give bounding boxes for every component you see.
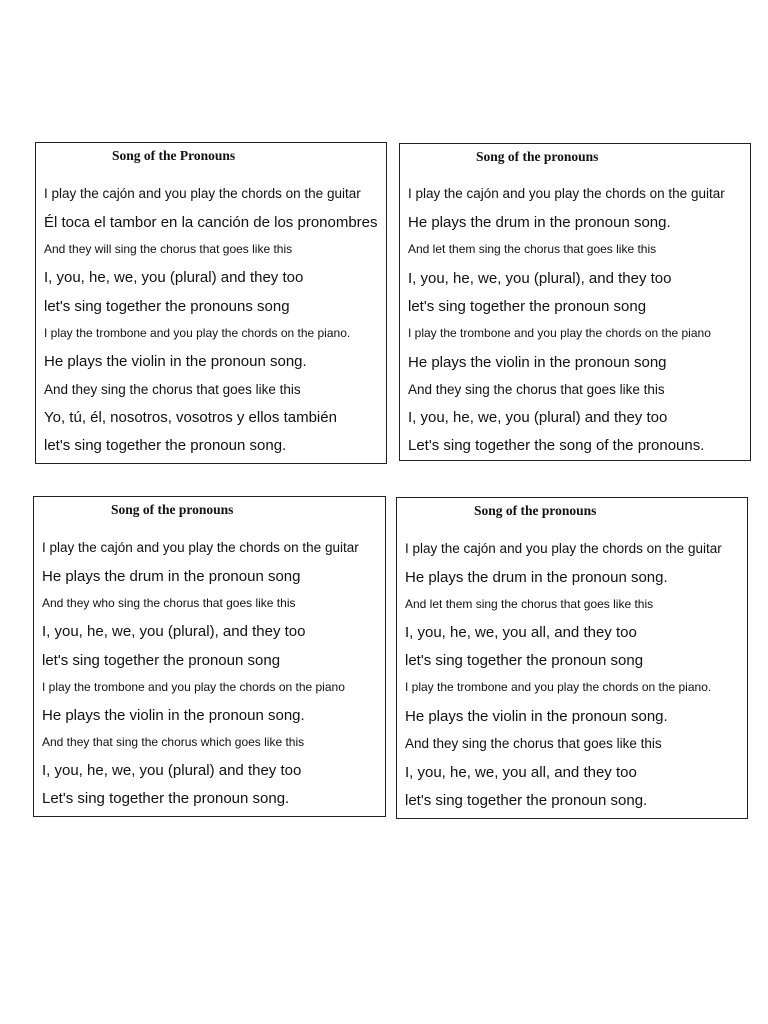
lyric-line: He plays the drum in the pronoun song.: [408, 214, 671, 231]
card-title: Song of the pronouns: [476, 149, 599, 164]
lyric-line: let's sing together the pronoun song: [42, 652, 281, 669]
lyric-line: He plays the drum in the pronoun song.: [405, 569, 668, 586]
lyric-line: I, you, he, we, you (plural) and they too: [408, 409, 668, 426]
lyric-line: He plays the violin in the pronoun song.: [405, 708, 668, 725]
card-title: Song of the Pronouns: [112, 148, 236, 163]
lyric-line: Él toca el tambor en la canción de los pronombres: [44, 214, 378, 231]
lyric-line: And let them sing the chorus that goes like this: [408, 242, 657, 256]
lyric-line: I, you, he, we, you (plural) and they too: [44, 269, 304, 286]
lyric-line: And they who sing the chorus that goes like this: [42, 596, 296, 610]
card-title: Song of the pronouns: [474, 503, 597, 518]
card-title: Song of the pronouns: [111, 502, 234, 517]
lyric-line: let's sing together the pronoun song: [408, 298, 647, 315]
lyric-line: let's sing together the pronoun song.: [405, 792, 648, 809]
lyric-line: let's sing together the pronoun song: [405, 652, 644, 669]
lyrics-card-4: [396, 497, 748, 819]
lyric-line: let's sing together the pronoun song.: [44, 437, 287, 454]
lyric-line: He plays the violin in the pronoun song.: [44, 353, 307, 370]
lyrics-card-2: [399, 143, 751, 461]
lyric-line: And they will sing the chorus that goes like this: [44, 242, 293, 256]
lyric-line: Let's sing together the song of the pronouns.: [408, 437, 705, 454]
lyric-line: I, you, he, we, you all, and they too: [405, 764, 637, 781]
lyric-line: Yo, tú, él, nosotros, vosotros y ellos también: [44, 409, 337, 426]
lyric-line: Let's sing together the pronoun song.: [42, 790, 290, 807]
lyric-line: I, you, he, we, you all, and they too: [405, 624, 637, 641]
lyric-line: He plays the violin in the pronoun song.: [42, 707, 305, 724]
lyric-line: I play the trombone and you play the chords on the piano: [408, 326, 711, 340]
lyric-line: He plays the drum in the pronoun song: [42, 568, 301, 585]
lyric-line: And they sing the chorus that goes like this: [44, 382, 301, 397]
lyric-line: I play the trombone and you play the chords on the piano.: [405, 680, 712, 694]
lyric-line: let's sing together the pronouns song: [44, 298, 290, 315]
lyric-line: And they that sing the chorus which goes like this: [42, 735, 305, 749]
lyric-line: I play the trombone and you play the chords on the piano.: [44, 326, 351, 340]
lyrics-card-1: [35, 142, 387, 464]
lyric-line: I play the cajón and you play the chords on the guitar: [42, 540, 359, 555]
lyric-line: I, you, he, we, you (plural), and they too: [42, 623, 306, 640]
lyric-line: I play the trombone and you play the chords on the piano: [42, 680, 345, 694]
lyric-line: I play the cajón and you play the chords on the guitar: [44, 186, 361, 201]
lyric-line: I play the cajón and you play the chords on the guitar: [408, 186, 725, 201]
lyric-line: And they sing the chorus that goes like this: [405, 736, 662, 751]
lyrics-card-3: [33, 496, 386, 817]
lyric-line: I, you, he, we, you (plural), and they too: [408, 270, 672, 287]
lyric-line: He plays the violin in the pronoun song: [408, 354, 667, 371]
lyric-line: I, you, he, we, you (plural) and they too: [42, 762, 302, 779]
lyric-line: And let them sing the chorus that goes like this: [405, 597, 654, 611]
lyric-line: I play the cajón and you play the chords on the guitar: [405, 541, 722, 556]
lyric-line: And they sing the chorus that goes like this: [408, 382, 665, 397]
